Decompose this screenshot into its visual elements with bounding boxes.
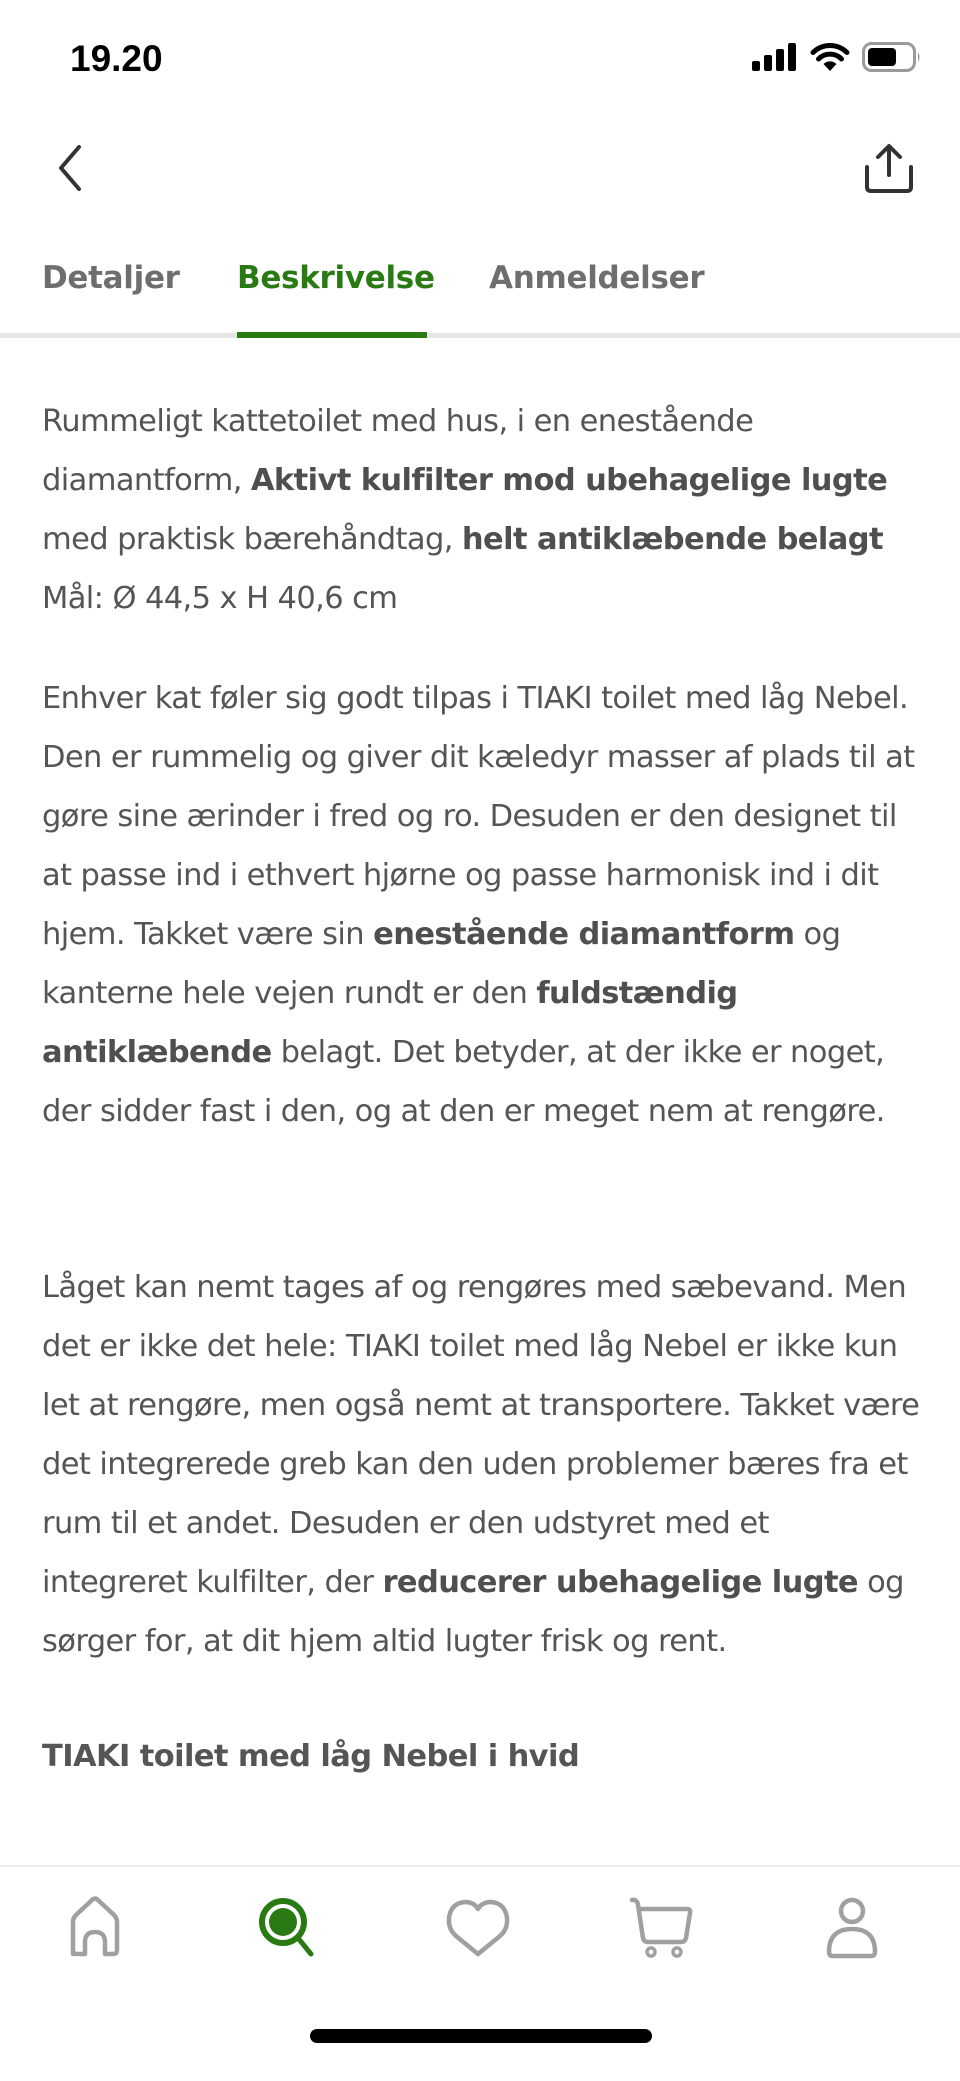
- search-icon: [257, 1896, 319, 1964]
- nav-home[interactable]: [55, 1895, 135, 1965]
- status-bar: [0, 0, 960, 100]
- paragraph-bold-text: enestående diamantform: [373, 917, 795, 952]
- active-tab-indicator: [237, 332, 427, 338]
- profile-icon: [825, 1896, 879, 1964]
- status-time: 19.20: [70, 38, 163, 79]
- battery-icon: [862, 42, 922, 76]
- share-icon: [863, 143, 915, 199]
- description-paragraph: [42, 1258, 922, 1671]
- home-indicator: [310, 2029, 652, 2043]
- tab-detaljer[interactable]: Detaljer: [42, 260, 180, 296]
- description-content: [42, 392, 922, 1786]
- share-button[interactable]: [858, 140, 920, 202]
- status-icons: [752, 42, 922, 76]
- dimensions-text: Mål: Ø 44,5 x H 40,6 cm: [42, 581, 398, 616]
- paragraph-text: med praktisk bærehåndtag,: [42, 522, 462, 557]
- paragraph-bold-text: fuldstændig antiklæbende: [42, 976, 738, 1070]
- paragraph-text: belagt. Det betyder, at der ikke er noget, der sidder fast i den, og at den er meget nem at rengøre.: [42, 1035, 885, 1129]
- description-paragraph: [42, 669, 922, 1141]
- wifi-icon: [810, 42, 850, 76]
- tab-bar: [0, 250, 960, 340]
- nav-favorites[interactable]: [438, 1895, 518, 1965]
- bottom-nav: [0, 1865, 960, 2081]
- nav-cart[interactable]: [622, 1895, 702, 1965]
- paragraph-text: og kanterne hele vejen rundt er den: [42, 917, 841, 1011]
- paragraph-bold-text: Aktivt kulfilter mod ubehagelige lugte: [250, 463, 888, 498]
- header: [0, 120, 960, 220]
- heart-icon: [446, 1898, 510, 1962]
- paragraph-text: Låget kan nemt tages af og rengøres med sæbevand. Men det er ikke det hele: TIAKI toilet med låg Nebel er ikke kun let at rengøre, men også nemt at transportere. Takket være det integrerede greb kan den uden problemer bæres fra et rum til et andet. Desuden er den udstyret med et integreret kulfilter, der: [42, 1270, 920, 1600]
- chevron-left-icon: [55, 143, 85, 197]
- nav-profile[interactable]: [812, 1895, 892, 1965]
- back-button[interactable]: [48, 140, 92, 200]
- tab-anmeldelser[interactable]: Anmeldelser: [489, 260, 705, 296]
- paragraph-text: Rummeligt kattetoilet med hus, i en enestående diamantform,: [42, 404, 754, 498]
- cart-icon: [629, 1896, 695, 1964]
- paragraph-bold-text: helt antiklæbende belagt: [461, 522, 883, 557]
- paragraph-text: og sørger for, at dit hjem altid lugter frisk og rent.: [42, 1565, 904, 1659]
- description-paragraph: [42, 392, 922, 628]
- cellular-signal-icon: [752, 43, 798, 75]
- paragraph-text: Enhver kat føler sig godt tilpas i TIAKI toilet med låg Nebel. Den er rummelig og giver dit kæledyr masser af plads til at gøre sine ærinder i fred og ro. Desuden er den designet til at passe ind i ethvert hjørne og passe harmonisk ind i dit hjem. Takket være sin: [42, 681, 915, 952]
- tab-divider: [0, 333, 960, 338]
- nav-search[interactable]: [248, 1895, 328, 1965]
- description-heading-partial: TIAKI toilet med låg Nebel i hvid: [42, 1739, 580, 1774]
- home-icon: [65, 1896, 125, 1964]
- tab-beskrivelse[interactable]: Beskrivelse: [237, 260, 435, 296]
- paragraph-bold-text: reducerer ubehagelige lugte: [382, 1565, 859, 1600]
